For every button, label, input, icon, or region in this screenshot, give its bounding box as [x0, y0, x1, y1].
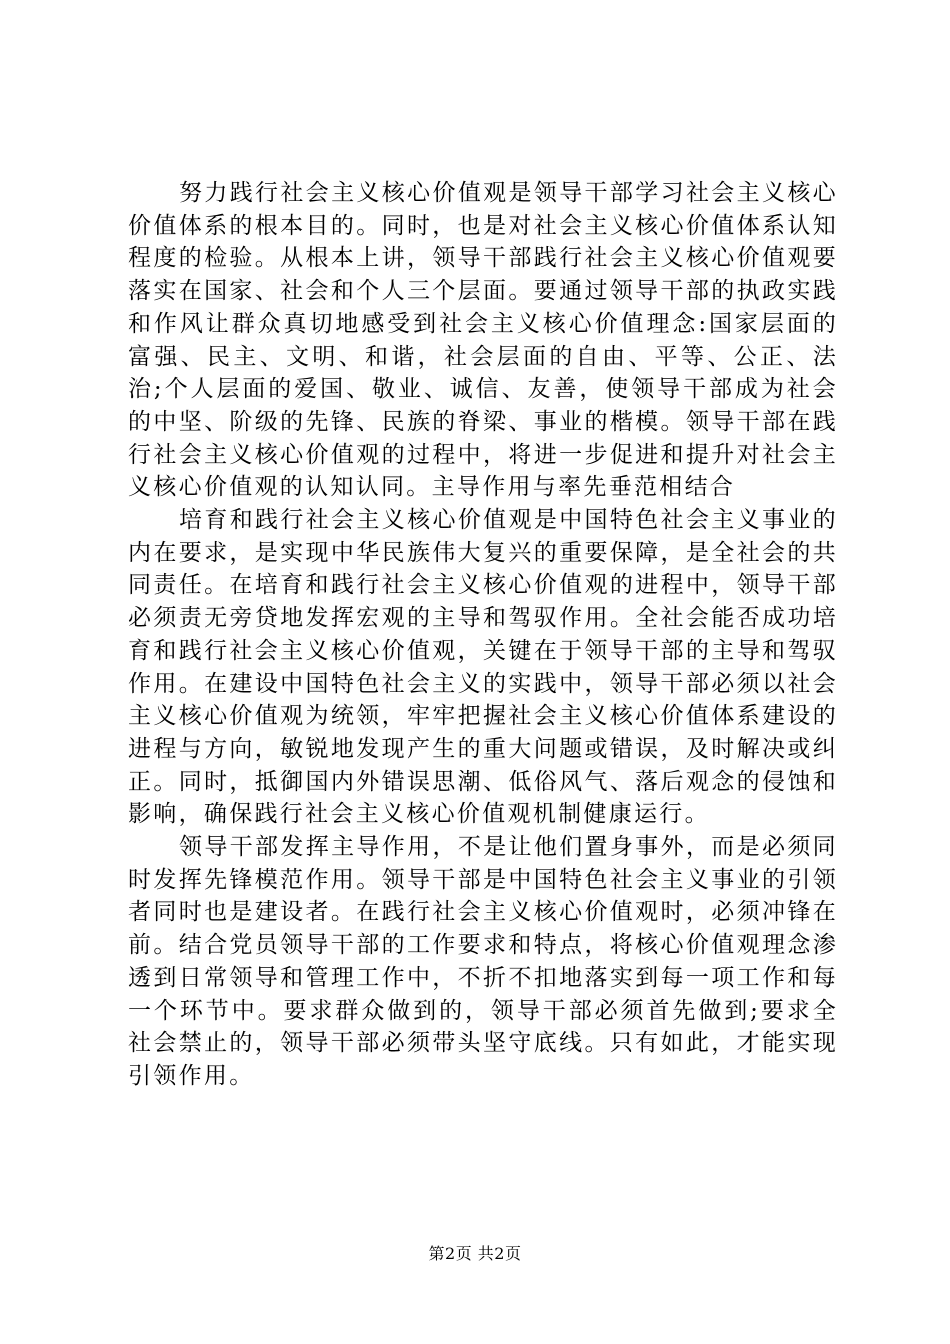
- page-footer: 第2页 共2页: [428, 1244, 522, 1263]
- paragraph-2: 培育和践行社会主义核心价值观是中国特色社会主义事业的内在要求，是实现中华民族伟大复兴的重要保障，是全社会的共同责任。在培育和践行社会主义核心价值观的进程中，领导干部必须责无旁贷地发挥宏观的主导和驾驭作用。全社会能否成功培育和践行社会主义核心价值观，关键在于领导干部的主导和驾驭作用。在建设中国特色社会主义的实践中，领导干部必须以社会主义核心价值观为统领，牢牢把握社会主义核心价值体系建设的进程与方向，敏锐地发现产生的重大问题或错误，及时解决或纠正。同时，抵御国内外错误思潮、低俗风气、落后观念的侵蚀和影响，确保践行社会主义核心价值观机制健康运行。: [128, 507, 838, 828]
- paragraph-3: 领导干部发挥主导作用，不是让他们置身事外，而是必须同时发挥先锋模范作用。领导干部是中国特色社会主义事业的引领者同时也是建设者。在践行社会主义核心价值观时，必须冲锋在前。结合党员领导干部的工作要求和特点，将核心价值观理念渗透到日常领导和管理工作中，不折不扣地落实到每一项工作和每一个环节中。要求群众做到的，领导干部必须首先做到;要求全社会禁止的，领导干部必须带头坚守底线。只有如此，才能实现引领作用。: [128, 834, 838, 1089]
- document-body: [128, 177, 838, 1093]
- paragraph-1: 努力践行社会主义核心价值观是领导干部学习社会主义核心价值体系的根本目的。同时，也是对社会主义核心价值体系认知程度的检验。从根本上讲，领导干部践行社会主义核心价值观要落实在国家、社会和个人三个层面。要通过领导干部的执政实践和作风让群众真切地感受到社会主义核心价值理念:国家层面的富强、民主、文明、和谐，社会层面的自由、平等、公正、法治;个人层面的爱国、敬业、诚信、友善，使领导干部成为社会的中坚、阶级的先锋、民族的脊梁、事业的楷模。领导干部在践行社会主义核心价值观的过程中，将进一步促进和提升对社会主义核心价值观的认知认同。主导作用与率先垂范相结合: [128, 180, 838, 501]
